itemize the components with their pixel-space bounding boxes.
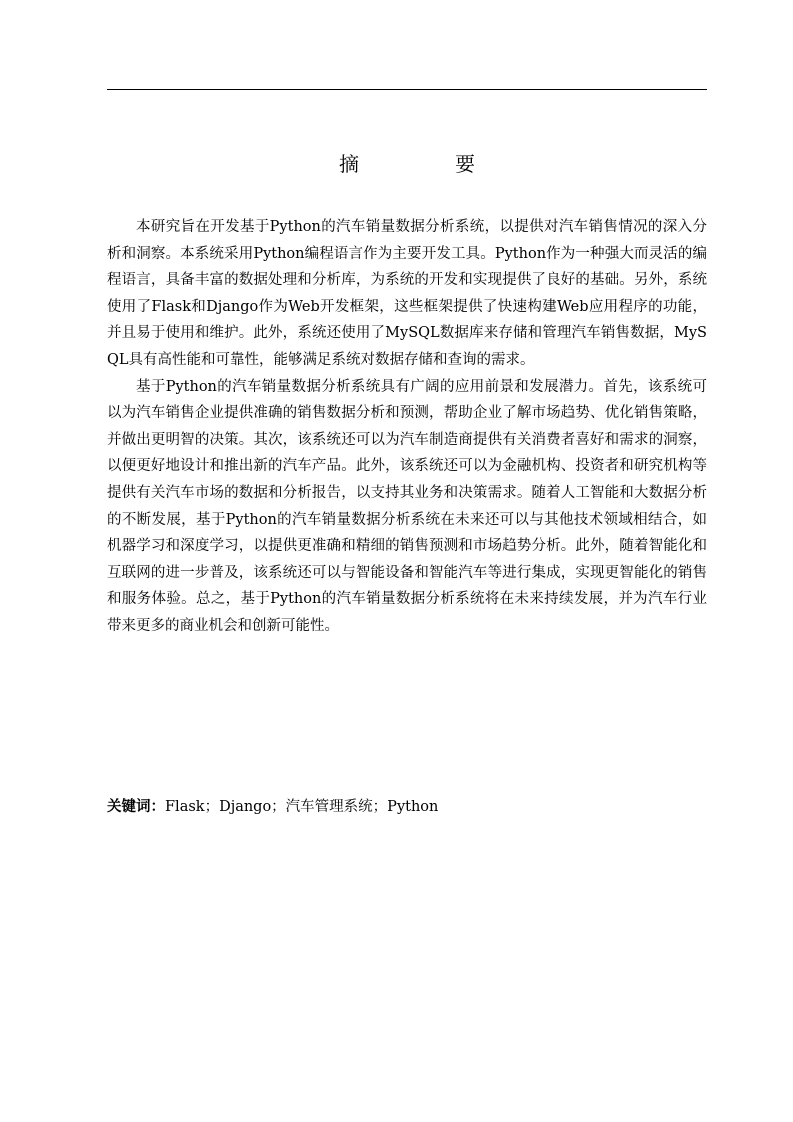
abstract-paragraph-1: 本研究旨在开发基于Python的汽车销量数据分析系统，以提供对汽车销售情况的深入分析和洞察。本系统采用Python编程语言作为主要开发工具。Python作为一种强大而灵活的编程语言，具备丰富的数据处理和分析库，为系统的开发和实现提供了良好的基础。另外，系统使用了Flask和Django作为Web开发框架，这些框架提供了快速构建Web应用程序的功能，并且易于使用和维护。此外，系统还使用了MySQL数据库来存储和管理汽车销售数据，MySQL具有高性能和可靠性，能够满足系统对数据存储和查询的需求。 [107, 219, 707, 368]
abstract-paragraph-2: 基于Python的汽车销量数据分析系统具有广阔的应用前景和发展潜力。首先，该系统可以为汽车销售企业提供准确的销售数据分析和预测，帮助企业了解市场趋势、优化销售策略，并做出更明智的决策。其次，该系统还可以为汽车制造商提供有关消费者喜好和需求的洞察，以便更好地设计和推出新的汽车产品。此外，该系统还可以为金融机构、投资者和研究机构等提供有关汽车市场的数据和分析报告，以支持其业务和决策需求。随着人工智能和大数据分析的不断发展，基于Python的汽车销量数据分析系统在未来还可以与其他技术领域相结合，如机器学习和深度学习，以提供更准确和精细的销售预测和市场趋势分析。此外，随着智能化和互联网的进一步普及，该系统还可以与智能设备和智能汽车等进行集成，实现更智能化的销售和服务体验。总之，基于Python的汽车销量数据分析系统将在未来持续发展，并为汽车行业带来更多的商业机会和创新可能性。 [107, 378, 707, 634]
keywords-line [107, 796, 707, 818]
page-title: 摘 要 [339, 152, 513, 176]
keywords-label: 关键词： [107, 798, 165, 815]
abstract-body [107, 214, 707, 640]
keywords-value: Flask；Django；汽车管理系统；Python [165, 799, 439, 815]
header-rule [107, 89, 707, 90]
